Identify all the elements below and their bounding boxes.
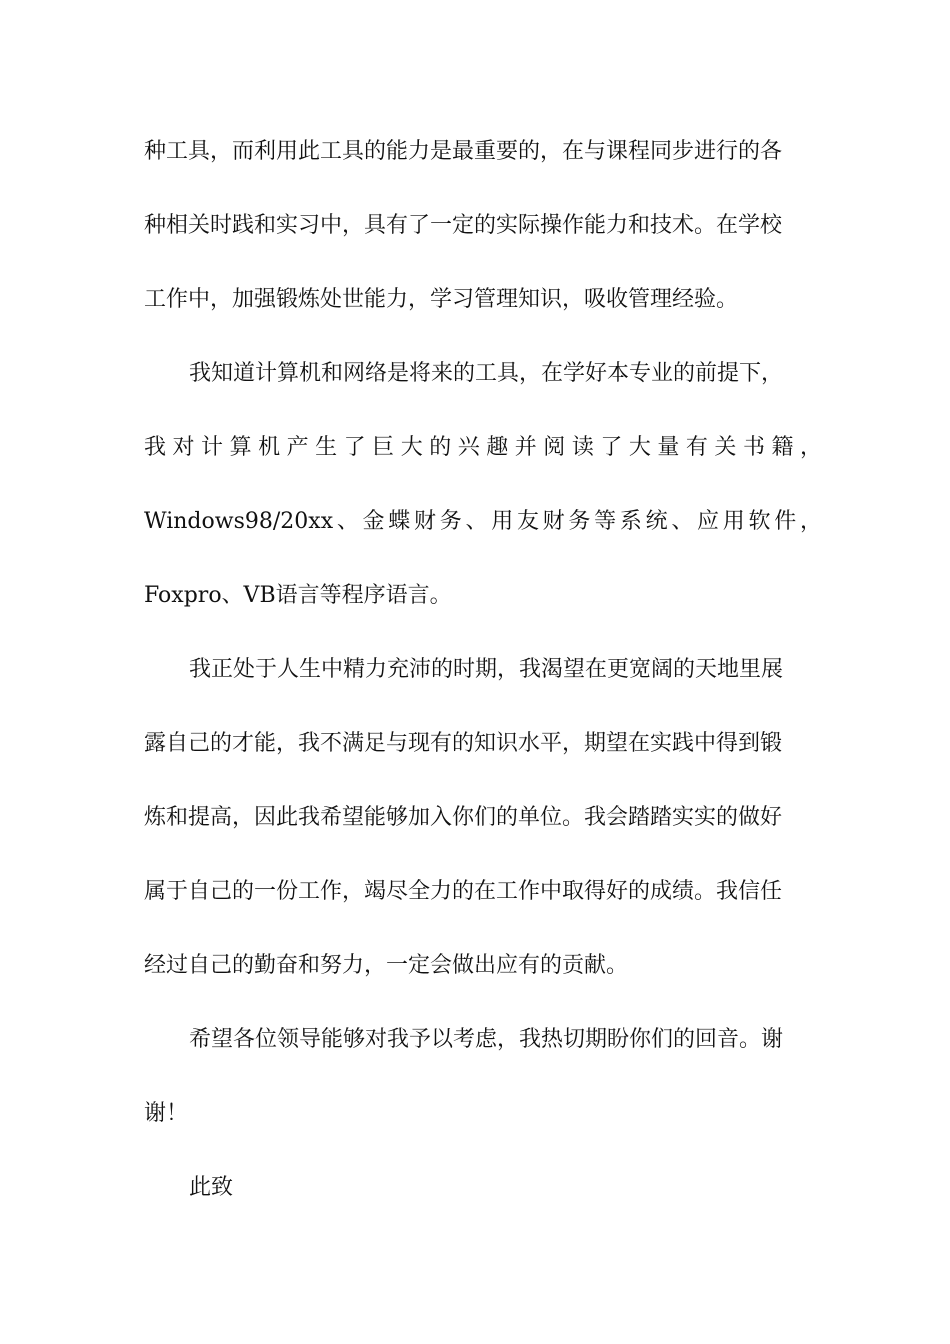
text-line: 经过自己的勤奋和努力，一定会做出应有的贡献。: [144, 953, 629, 978]
text-line: Foxpro、VB语言等程序语言。: [144, 583, 452, 608]
text-line: Windows98/20xx、金蝶财务、用友财务等系统、应用软件，: [144, 509, 822, 534]
text-line: 种相关时践和实习中，具有了一定的实际操作能力和技术。在学校: [144, 213, 783, 238]
closing-salutation: 此致: [189, 1175, 234, 1200]
text-line: 我对计算机产生了巨大的兴趣并阅读了大量有关书籍，: [144, 435, 822, 460]
text-line: 露自己的才能，我不满足与现有的知识水平，期望在实践中得到锻: [144, 731, 783, 756]
text-line: 炼和提高，因此我希望能够加入你们的单位。我会踏踏实实的做好: [144, 805, 783, 830]
text-line: 种工具，而利用此工具的能力是最重要的，在与课程同步进行的各: [144, 139, 783, 164]
paragraph-first-line: 希望各位领导能够对我予以考虑，我热切期盼你们的回音。谢: [189, 1027, 784, 1052]
paragraph-first-line: 我知道计算机和网络是将来的工具，在学好本专业的前提下，: [189, 361, 784, 386]
text-line: 谢！: [144, 1101, 189, 1126]
text-line: 工作中，加强锻炼处世能力，学习管理知识，吸收管理经验。: [144, 287, 739, 312]
paragraph-first-line: 我正处于人生中精力充沛的时期，我渴望在更宽阔的天地里展: [189, 657, 784, 682]
text-line: 属于自己的一份工作，竭尽全力的在工作中取得好的成绩。我信任: [144, 879, 783, 904]
